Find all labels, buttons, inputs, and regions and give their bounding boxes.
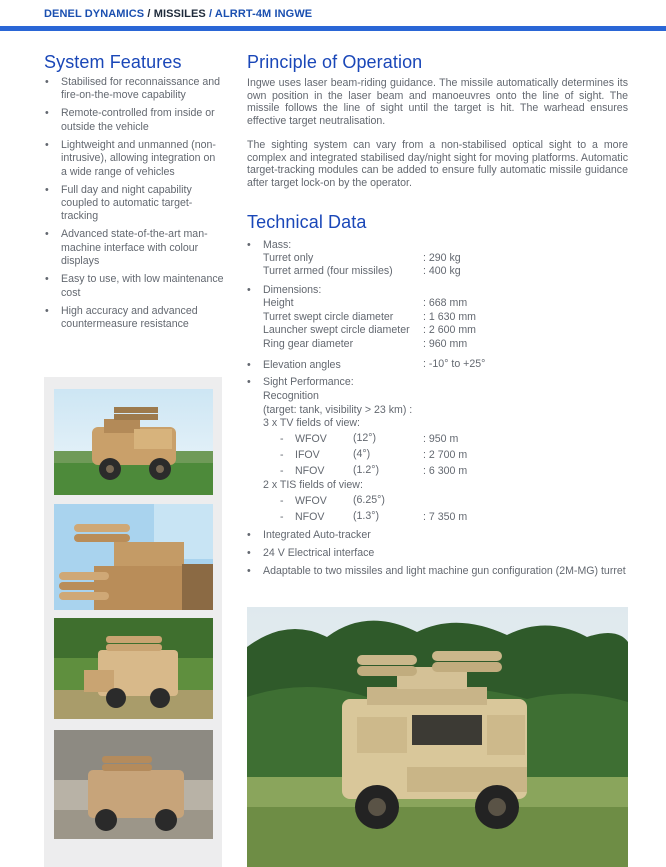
header-rule [0, 26, 666, 31]
elevation-label: Elevation angles [263, 359, 341, 371]
feature-item: • Lightweight and unmanned (non-intrusive), allowing integration on a wide range of vehicles [44, 139, 224, 179]
vehicle-photo-4 [54, 730, 213, 839]
fov-range: : 7 350 m [423, 511, 468, 523]
ring-gear-label: Ring gear diameter [263, 338, 354, 350]
fov-angle: (4°) [353, 448, 371, 460]
height-value: : 668 mm [423, 297, 468, 309]
feature-item: • High accuracy and advanced countermeasure resistance [44, 305, 224, 332]
feature-item: • Full day and night capability coupled to automatic target-tracking [44, 184, 224, 224]
bullet: • [247, 529, 251, 541]
fov-name: NFOV [295, 511, 325, 523]
fov-range: : 2 700 m [423, 449, 468, 461]
vehicle-photo-2 [54, 504, 213, 610]
fov-angle: (1.3°) [353, 510, 380, 522]
bullet: • [247, 284, 251, 296]
launcher-swept-label: Launcher swept circle diameter [263, 324, 410, 336]
fov-name: NFOV [295, 465, 325, 477]
breadcrumb-missiles[interactable]: MISSILES [153, 8, 206, 20]
bullet: • [247, 359, 251, 371]
breadcrumb-separator: / [144, 8, 154, 20]
fov-name: IFOV [295, 449, 320, 461]
vehicle-photo-1 [54, 389, 213, 495]
sight-performance-label: Sight Performance: [263, 376, 354, 388]
photo-gallery [44, 377, 222, 867]
technical-data-block [247, 239, 628, 599]
dash: - [280, 511, 284, 523]
dash: - [280, 495, 284, 507]
breadcrumb-product: ALRRT-4M INGWE [214, 8, 313, 20]
breadcrumb [44, 8, 312, 20]
principle-title: Principle of Operation [247, 52, 423, 72]
fov-range: : 950 m [423, 433, 459, 445]
target-note: (target: tank, visibility > 23 km) : [263, 404, 413, 416]
feature-item: • Advanced state-of-the-art man-machine interface with colour displays [44, 228, 224, 268]
dimensions-label: Dimensions: [263, 284, 322, 296]
bullet: • [247, 547, 251, 559]
turret-armed-label: Turret armed (four missiles) [263, 265, 393, 277]
features-title: System Features [44, 52, 182, 72]
electrical-label: 24 V Electrical interface [263, 547, 375, 559]
launcher-swept-value: : 2 600 mm [423, 324, 476, 336]
tis-fov-label: 2 x TIS fields of view: [263, 479, 363, 491]
fov-angle: (12°) [353, 432, 377, 444]
fov-range: : 6 300 m [423, 465, 468, 477]
breadcrumb-separator: / [205, 8, 215, 20]
height-label: Height [263, 297, 294, 309]
feature-item: • Easy to use, with low maintenance cost [44, 273, 224, 300]
fov-angle: (1.2°) [353, 464, 380, 476]
features-list [44, 76, 224, 336]
tv-fov-label: 3 x TV fields of view: [263, 417, 360, 429]
fov-angle: (6.25°) [353, 494, 385, 506]
bullet: • [247, 376, 251, 388]
dash: - [280, 433, 284, 445]
vehicle-photo-3 [54, 618, 213, 719]
breadcrumb-company[interactable]: DENEL DYNAMICS [44, 8, 145, 20]
elevation-value: : -10° to +25° [423, 358, 486, 370]
turret-only-value: : 290 kg [423, 252, 461, 264]
adaptable-label: Adaptable to two missiles and light machine gun configuration (2M-MG) turret [263, 565, 626, 577]
turret-swept-value: : 1 630 mm [423, 311, 476, 323]
bullet: • [247, 565, 251, 577]
ring-gear-value: : 960 mm [423, 338, 468, 350]
page-header [0, 0, 666, 32]
autotracker-label: Integrated Auto-tracker [263, 529, 371, 541]
feature-item: • Stabilised for reconnaissance and fire-on-the-move capability [44, 76, 224, 103]
dash: - [280, 465, 284, 477]
fov-name: WFOV [295, 495, 327, 507]
turret-armed-value: : 400 kg [423, 265, 461, 277]
fov-name: WFOV [295, 433, 327, 445]
mass-label: Mass: [263, 239, 292, 251]
recognition-label: Recognition [263, 390, 319, 402]
turret-only-label: Turret only [263, 252, 314, 264]
turret-swept-label: Turret swept circle diameter [263, 311, 394, 323]
bullet: • [247, 239, 251, 251]
dash: - [280, 449, 284, 461]
technical-title: Technical Data [247, 212, 367, 232]
feature-item: • Remote-controlled from inside or outside the vehicle [44, 107, 224, 134]
principle-paragraph-2: The sighting system can vary from a non-stabilised optical sight to a more complex and integrated stabilised day/night sight for moving platforms. Automatic target-tracking modules can be added to ensure fully automatic missile guidance after target lock-on by the operator. [247, 139, 628, 190]
principle-paragraph-1: Ingwe uses laser beam-riding guidance. The missile automatically determines its own position in the laser beam and manoeuvres onto the line of sight. The missile follows the line of sight until the target is hit. The warhead ensures effective target neutralisation. [247, 77, 628, 128]
vehicle-photo-main [247, 607, 628, 867]
